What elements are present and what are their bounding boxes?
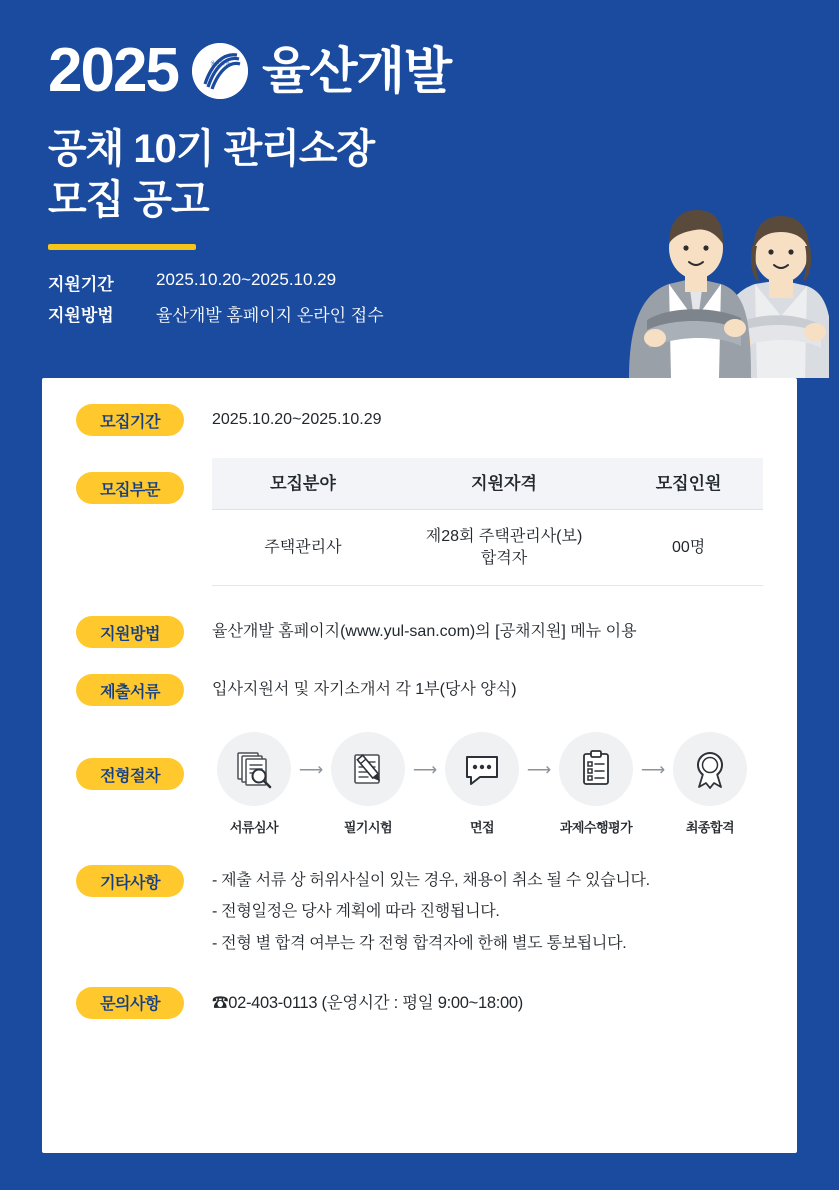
meta-value-period: 2025.10.20~2025.10.29 bbox=[156, 270, 337, 290]
business-people-illustration bbox=[519, 120, 829, 380]
process-step-4-label: 과제수행평가 bbox=[559, 820, 633, 836]
note-line-2: - 전형일정은 당사 계획에 따라 진행됩니다. bbox=[212, 903, 500, 921]
label-contact: 문의사항 bbox=[76, 987, 184, 1019]
th-count: 모집인원 bbox=[614, 458, 763, 510]
td-qualification bbox=[394, 510, 614, 586]
process-step-3 bbox=[440, 732, 524, 839]
note-line-3: - 전형 별 합격 여부는 각 전형 합격자에 한해 별도 통보됩니다. bbox=[212, 934, 627, 952]
headline-line-2: 모집 공고 bbox=[48, 178, 209, 223]
process-step-2 bbox=[326, 732, 410, 839]
row-period bbox=[42, 404, 797, 436]
arrow-right-icon-2: ⟶ bbox=[412, 759, 438, 779]
label-documents: 제출서류 bbox=[76, 674, 184, 706]
notes-body bbox=[212, 865, 763, 959]
td-field: 주택관리사 bbox=[212, 510, 394, 586]
row-process bbox=[42, 736, 797, 839]
meta-label-period: 지원기간 bbox=[48, 275, 114, 295]
process-step-5-label: 최종합격 bbox=[685, 820, 735, 836]
th-field: 모집분야 bbox=[212, 458, 394, 510]
details-card bbox=[42, 378, 797, 1153]
value-period: 2025.10.20~2025.10.29 bbox=[212, 411, 382, 428]
poster-year: 2025 bbox=[48, 36, 178, 105]
label-apply-method: 지원방법 bbox=[76, 616, 184, 648]
td-qualification-line-2: 합격자 bbox=[480, 549, 528, 567]
note-line-1: - 제출 서류 상 허위사실이 있는 경우, 채용이 취소 될 수 있습니다. bbox=[212, 872, 650, 890]
value-contact: ☎02-403-0113 (운영시간 : 평일 9:00~18:00) bbox=[212, 993, 523, 1012]
process-step-5 bbox=[668, 732, 752, 839]
td-qualification-line-1: 제28회 주택관리사(보) bbox=[425, 528, 583, 546]
meta-label-method: 지원방법 bbox=[48, 306, 114, 326]
recruit-table bbox=[212, 458, 763, 586]
process-steps-wrap bbox=[212, 736, 763, 839]
clipboard-checklist-icon bbox=[559, 732, 633, 806]
process-step-1-label: 서류심사 bbox=[229, 820, 279, 836]
label-recruit: 모집부문 bbox=[76, 472, 184, 504]
process-step-1 bbox=[212, 732, 296, 839]
arrow-right-icon-4: ⟶ bbox=[640, 759, 666, 779]
documents-magnifier-icon bbox=[217, 732, 291, 806]
label-process: 전형절차 bbox=[76, 758, 184, 790]
arrow-right-icon-3: ⟶ bbox=[526, 759, 552, 779]
value-documents: 입사지원서 및 자기소개서 각 1부(당사 양식) bbox=[212, 681, 517, 699]
headline-line-1: 공채 10기 관리소장 bbox=[48, 127, 375, 171]
title-row bbox=[48, 36, 839, 105]
speech-bubble-icon bbox=[445, 732, 519, 806]
process-step-4 bbox=[554, 732, 638, 839]
table-header-row bbox=[212, 458, 763, 510]
poster-header bbox=[0, 0, 839, 378]
label-period: 모집기간 bbox=[76, 404, 184, 436]
process-step-3-label: 면접 bbox=[469, 820, 495, 836]
meta-value-method: 율산개발 홈페이지 온라인 접수 bbox=[156, 306, 384, 326]
brand-name: 율산개발 bbox=[261, 43, 452, 99]
arrow-right-icon: ⟶ bbox=[298, 759, 324, 779]
th-qualification: 지원자격 bbox=[394, 458, 614, 510]
row-contact bbox=[42, 987, 797, 1019]
table-row bbox=[212, 510, 763, 586]
recruit-table-wrap bbox=[212, 462, 763, 586]
accent-divider bbox=[48, 244, 196, 250]
process-steps bbox=[212, 732, 763, 839]
label-notes: 기타사항 bbox=[76, 865, 184, 897]
row-recruit bbox=[42, 462, 797, 586]
process-step-2-label: 필기시험 bbox=[343, 820, 393, 836]
award-ribbon-icon bbox=[673, 732, 747, 806]
value-apply-method: 율산개발 홈페이지(www.yul-san.com)의 [공채지원] 메뉴 이용 bbox=[212, 623, 637, 641]
svg-text:율산개발: 율산개발 bbox=[210, 61, 230, 67]
row-notes bbox=[42, 865, 797, 959]
pencil-paper-icon bbox=[331, 732, 405, 806]
td-count: 00명 bbox=[614, 510, 763, 586]
row-documents bbox=[42, 674, 797, 706]
swirl-logo-icon bbox=[192, 43, 248, 99]
row-apply-method bbox=[42, 616, 797, 648]
